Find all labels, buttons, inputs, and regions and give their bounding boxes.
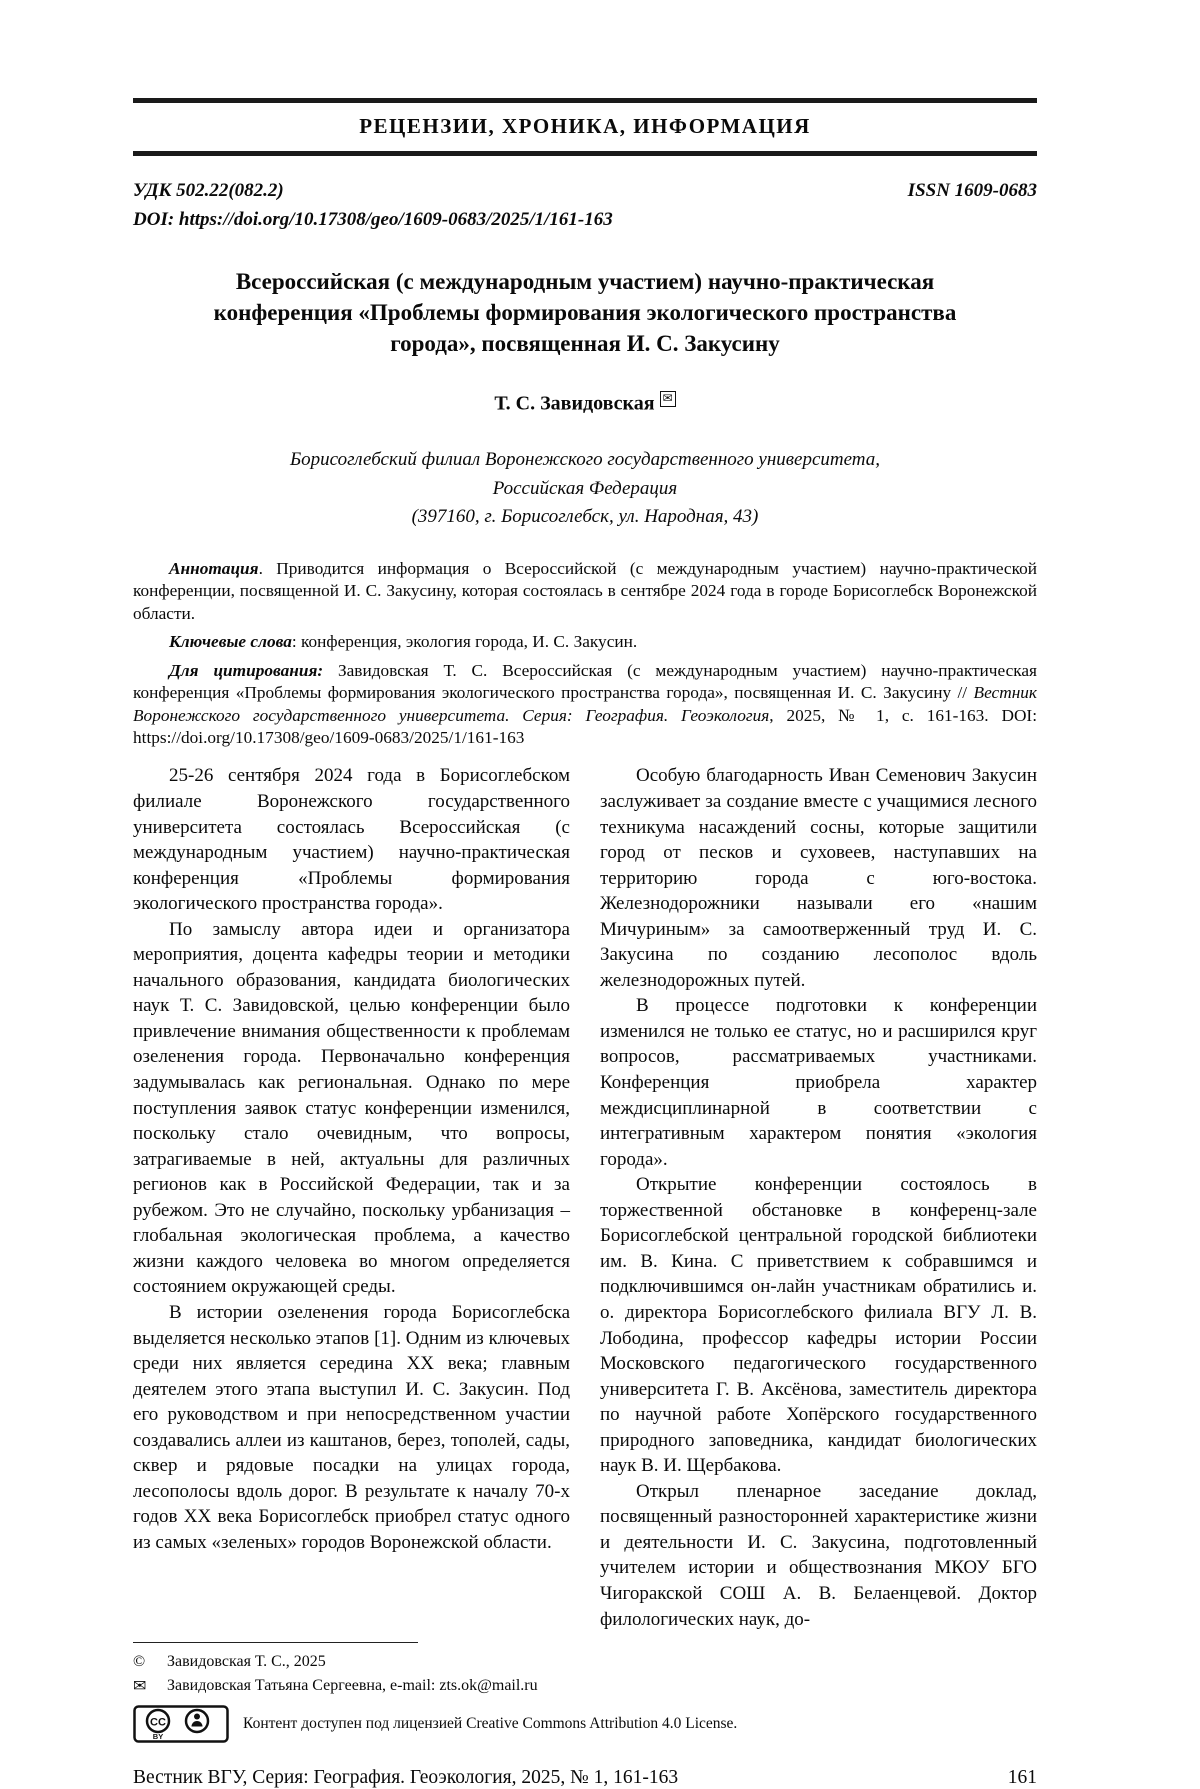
contact-text: Завидовская Татьяна Сергеевна, e-mail: zts.ok@mail.ru: [167, 1677, 538, 1695]
affiliation-line: Российская Федерация: [492, 477, 678, 499]
envelope-icon: ✉: [133, 1678, 147, 1696]
section-title: РЕЦЕНЗИИ, ХРОНИКА, ИНФОРМАЦИЯ: [359, 114, 811, 138]
body-paragraph: Особую благодарность Иван Семенович Закусин заслуживает за создание вместе с учащимися лесного техникума насаждений сосны, которые защитили город от песков и суховеев, наступавших на территорию города с юго-востока. Железнодорожники называли его «нашим Мичуриным» за самоотверженный труд И. С. Закусина по созданию лесополос вдоль железнодорожных путей.: [600, 765, 1037, 991]
article-body: [133, 763, 1037, 1632]
meta-row: [133, 180, 1037, 202]
keywords-text: : конференция, экология города, И. С. Закусин.: [291, 632, 638, 652]
body-paragraph: Открытие конференции состоялось в торжественной обстановке в конференц-зале Борисоглебской центральной городской библиотеки им. В. Кина. С приветствием к собравшимся и подключившимся он-лайн участникам обратились и. о. директора Борисоглебского филиала ВГУ Л. В. Лободина, профессор кафедры истории России Московского педагогического государственного университета Г. В. Аксёнова, заместитель директора по научной работе Хопёрского государственного природного заповедника, кандидат биологических наук В. И. Щербакова.: [600, 1174, 1037, 1477]
svg-text:CC: CC: [150, 1716, 166, 1729]
left-column: [133, 763, 570, 1632]
copyright-line: [133, 1653, 1037, 1671]
author-name: Т. С. Завидовская: [494, 393, 655, 416]
issn-code: ISSN 1609-0683: [907, 180, 1037, 201]
affiliation-line: (397160, г. Борисоглебск, ул. Народная, 43): [411, 506, 759, 528]
citation-lead: Завидовская Т. С. Всероссийская (с международным участием) научно-практическая конференция «Проблемы формирования экологического пространства города», посвященная И. С. Закусину //: [133, 660, 1037, 703]
copyright-text: Завидовская Т. С., 2025: [167, 1653, 326, 1671]
citation-label: Для цитирования:: [169, 660, 324, 680]
journal-footer-text: Вестник ВГУ, Серия: География. Геоэкология, 2025, № 1, 161-163: [133, 1767, 679, 1789]
footnotes-block: [133, 1632, 1037, 1743]
copyright-icon: ©: [133, 1653, 146, 1671]
license-text: Контент доступен под лицензией Creative Commons Attribution 4.0 License.: [243, 1715, 738, 1733]
footnote-divider: [133, 1642, 418, 1643]
abstract-paragraph: [133, 558, 1037, 625]
corresponding-author-envelope-icon: ✉: [660, 391, 676, 407]
keywords-paragraph: [133, 631, 1037, 653]
abstract-text: . Приводится информация о Всероссийской (с международным участием) научно-практической конференции, посвященной И. С. Закусину, которая состоялась в сентябре 2024 года в городе Борисоглебск Воронежской области.: [133, 558, 1037, 623]
body-paragraph: По замыслу автора идеи и организатора мероприятия, доцента кафедры теории и методики начального образования, кандидата биологических наук Т. С. Завидовской, целью конференции было привлечение внимания общественности к проблемам озеленения города. Первоначально конференция задумывалась как региональная. Однако по мере поступления заявок статус конференции изменился, поскольку стало очевидным, что вопросы, затрагиваемые в ней, актуальны для различных регионов как в Российской Федерации, так и за рубежом. Это не случайно, поскольку урбанизация – глобальная экологическая проблема, а качество жизни каждого человека во многом определяется состоянием окружающей среды.: [133, 918, 570, 1298]
body-paragraph: В процессе подготовки к конференции изменился не только ее статус, но и расширился круг вопросов, рассматриваемых участниками. Конференция приобрела характер междисциплинарной в соответствии с интегративным характером понятия «экология города».: [600, 995, 1037, 1170]
bottom-line: [133, 1767, 1037, 1789]
citation-journal: Вестник Воронежского государственного университета. Серия: География. Геоэкология: [133, 683, 1037, 725]
contact-line: [133, 1676, 1037, 1696]
affiliation-block: [133, 446, 1037, 532]
keywords-label: Ключевые слова: [169, 632, 292, 652]
citation-tail: , 2025, № 1, с. 161-163. DOI: https://doi.org/10.17308/geo/1609-0683/2025/1/161-163: [133, 705, 1037, 747]
license-line: [133, 1705, 1037, 1743]
section-header: [133, 98, 1037, 156]
article-title: Всероссийская (с международным участием) научно-практическая конференция «Проблемы формирования экологического пространства города», посвященная И. С. Закусину: [213, 269, 957, 356]
body-paragraph: Открыл пленарное заседание доклад, посвященный разносторонней характеристике жизни и деятельности И. С. Закусина, подготовленный учителем истории и обществознания МКОУ БГО Чигоракской СОШ А. В. Белаенцевой. Доктор филологических наук, до-: [600, 1480, 1037, 1630]
udk-code: УДК 502.22(082.2): [133, 180, 284, 201]
right-column: [600, 763, 1037, 1632]
abstract-block: [133, 558, 1037, 750]
citation-paragraph: [133, 660, 1037, 750]
body-paragraph: 25-26 сентября 2024 года в Борисоглебском филиале Воронежского государственного университета состоялась Всероссийская (с международным участием) научно-практическая конференция «Проблемы формирования экологического пространства города».: [133, 765, 570, 915]
cc-by-badge-icon: [133, 1705, 229, 1743]
page-number: 161: [1007, 1767, 1037, 1789]
doi-line: DOI: https://doi.org/10.17308/geo/1609-0683/2025/1/161-163: [133, 209, 613, 230]
author-line: [133, 391, 1037, 416]
svg-text:BY: BY: [152, 1732, 164, 1742]
abstract-label: Аннотация: [169, 558, 259, 578]
affiliation-line: Борисоглебский филиал Воронежского государственного университета,: [289, 449, 881, 471]
body-paragraph: В истории озеленения города Борисоглебска выделяется несколько этапов [1]. Одним из ключевых среди них является середина XX века; главным деятелем этого этапа выступил И. С. Закусин. Под его руководством и при непосредственном участии создавались аллеи из каштанов, берез, тополей, сады, сквер и рядовые посадки на улицах города, лесополосы вдоль дорог. В результате к началу 70-х годов XX века Борисоглебск приобрел статус одного из самых «зеленых» городов Воронежской области.: [133, 1301, 570, 1553]
